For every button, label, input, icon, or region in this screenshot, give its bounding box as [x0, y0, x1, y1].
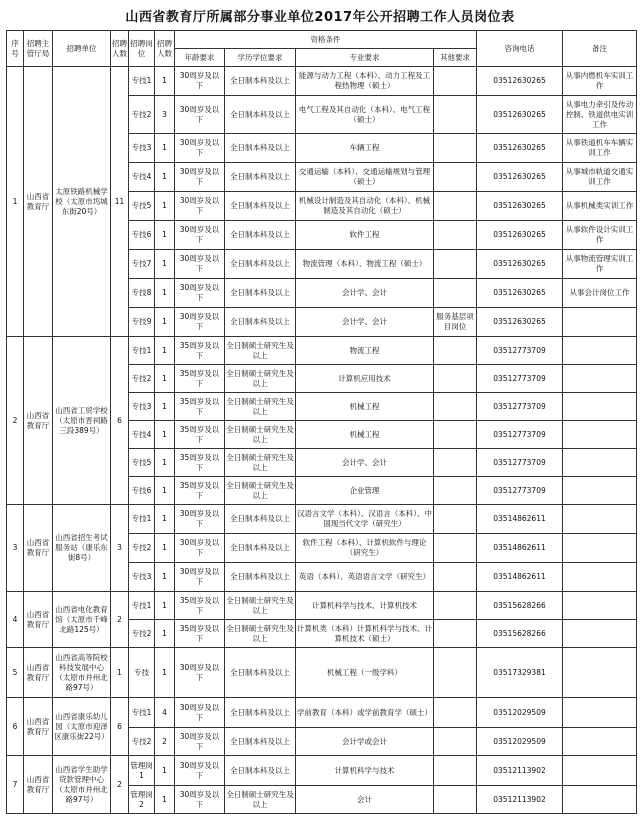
cell-phone: 03512773709 — [477, 477, 563, 505]
table-row — [7, 505, 637, 534]
cell-major: 能源与动力工程（本科）、动力工程及工程热物理（硕士） — [296, 67, 434, 96]
cell-other — [434, 337, 477, 365]
cell-phone: 03512630265 — [477, 250, 563, 279]
cell-unit: 山西省康乐幼儿园（太原市迎泽区康乐街22号） — [53, 698, 111, 756]
cell-post: 专技1 — [129, 592, 155, 620]
cell-other: 服务基层项目岗位 — [434, 308, 477, 337]
cell-edu: 全日制本科及以上 — [225, 134, 296, 163]
cell-age: 35周岁及以下 — [175, 421, 225, 449]
cell-major: 会计学、会计 — [296, 279, 434, 308]
cell-post-count: 2 — [155, 728, 175, 756]
cell-phone: 03512029509 — [477, 698, 563, 728]
cell-phone: 03514862611 — [477, 505, 563, 534]
cell-major: 会计 — [296, 786, 434, 814]
cell-remark — [563, 648, 637, 698]
cell-post-count: 1 — [155, 786, 175, 814]
cell-phone: 03512630265 — [477, 134, 563, 163]
cell-phone: 03512630265 — [477, 308, 563, 337]
cell-edu: 全日制本科及以上 — [225, 279, 296, 308]
cell-phone: 03512630265 — [477, 221, 563, 250]
cell-post: 专技2 — [129, 96, 155, 134]
cell-other — [434, 365, 477, 393]
cell-phone: 03512029509 — [477, 728, 563, 756]
cell-other — [434, 250, 477, 279]
cell-other — [434, 192, 477, 221]
cell-post-count: 1 — [155, 67, 175, 96]
cell-remark — [563, 505, 637, 534]
recruitment-table — [6, 30, 637, 814]
cell-post: 专技7 — [129, 250, 155, 279]
cell-post: 专技1 — [129, 505, 155, 534]
cell-post: 专技5 — [129, 192, 155, 221]
header-qualifications: 资格条件 — [175, 31, 477, 49]
cell-edu: 全日制硕士研究生及以上 — [225, 477, 296, 505]
cell-post-count: 1 — [155, 563, 175, 592]
cell-post: 专技3 — [129, 134, 155, 163]
cell-major: 计算机科学与技术、计算机技术 — [296, 592, 434, 620]
cell-edu: 全日制本科及以上 — [225, 648, 296, 698]
cell-age: 30周岁及以下 — [175, 250, 225, 279]
cell-other — [434, 421, 477, 449]
cell-remark: 从事会计岗位工作 — [563, 279, 637, 308]
cell-remark — [563, 728, 637, 756]
cell-major: 学前教育（本科）或学前教育学（硕士） — [296, 698, 434, 728]
cell-dept: 山西省教育厅 — [24, 67, 53, 337]
cell-major: 机械工程（一级学科） — [296, 648, 434, 698]
cell-other — [434, 221, 477, 250]
cell-post: 专技9 — [129, 308, 155, 337]
cell-unit-count: 2 — [111, 592, 129, 648]
header-unit: 招聘单位 — [53, 31, 111, 67]
cell-edu: 全日制硕士研究生及以上 — [225, 786, 296, 814]
cell-phone: 03515628266 — [477, 620, 563, 648]
cell-phone: 03512630265 — [477, 279, 563, 308]
cell-post: 专技2 — [129, 534, 155, 563]
cell-major: 机械工程 — [296, 421, 434, 449]
cell-other — [434, 393, 477, 421]
header-major: 专业要求 — [296, 49, 434, 67]
cell-dept: 山西省教育厅 — [24, 592, 53, 648]
cell-unit: 山西省高等院校科技发展中心（太原市并州北路97号） — [53, 648, 111, 698]
cell-unit-count: 11 — [111, 67, 129, 337]
cell-edu: 全日制本科及以上 — [225, 505, 296, 534]
cell-other — [434, 279, 477, 308]
cell-post: 专技5 — [129, 449, 155, 477]
cell-post-count: 1 — [155, 365, 175, 393]
cell-major: 计算机应用技术 — [296, 365, 434, 393]
cell-age: 35周岁及以下 — [175, 477, 225, 505]
cell-major: 物流管理（本科）、物流工程（硕士） — [296, 250, 434, 279]
cell-edu: 全日制本科及以上 — [225, 308, 296, 337]
cell-remark — [563, 393, 637, 421]
cell-major: 电气工程及其自动化（本科）、电气工程（硕士） — [296, 96, 434, 134]
cell-other — [434, 96, 477, 134]
cell-edu: 全日制硕士研究生及以上 — [225, 337, 296, 365]
cell-seq: 6 — [7, 698, 24, 756]
cell-post: 专技6 — [129, 477, 155, 505]
cell-edu: 全日制本科及以上 — [225, 96, 296, 134]
cell-remark — [563, 365, 637, 393]
cell-seq: 3 — [7, 505, 24, 592]
cell-post: 专技3 — [129, 393, 155, 421]
cell-other — [434, 534, 477, 563]
cell-unit-count: 3 — [111, 505, 129, 592]
cell-other — [434, 505, 477, 534]
cell-seq: 7 — [7, 756, 24, 814]
cell-post-count: 1 — [155, 337, 175, 365]
cell-post-count: 1 — [155, 592, 175, 620]
cell-post: 专技3 — [129, 563, 155, 592]
cell-age: 35周岁及以下 — [175, 337, 225, 365]
header-seq: 序号 — [7, 31, 24, 67]
cell-post-count: 1 — [155, 393, 175, 421]
cell-remark — [563, 756, 637, 786]
cell-post-count: 1 — [155, 421, 175, 449]
cell-age: 35周岁及以下 — [175, 592, 225, 620]
cell-age: 30周岁及以下 — [175, 648, 225, 698]
cell-major: 企业管理 — [296, 477, 434, 505]
cell-other — [434, 786, 477, 814]
cell-age: 30周岁及以下 — [175, 134, 225, 163]
cell-post: 管理岗2 — [129, 786, 155, 814]
cell-other — [434, 698, 477, 728]
cell-remark — [563, 620, 637, 648]
cell-post: 专技2 — [129, 365, 155, 393]
cell-phone: 03512630265 — [477, 96, 563, 134]
cell-other — [434, 163, 477, 192]
cell-age: 35周岁及以下 — [175, 365, 225, 393]
cell-post: 专技6 — [129, 221, 155, 250]
cell-edu: 全日制本科及以上 — [225, 563, 296, 592]
table-row — [7, 756, 637, 786]
cell-age: 35周岁及以下 — [175, 393, 225, 421]
cell-other — [434, 592, 477, 620]
cell-edu: 全日制硕士研究生及以上 — [225, 393, 296, 421]
cell-age: 30周岁及以下 — [175, 698, 225, 728]
cell-phone: 03512773709 — [477, 421, 563, 449]
cell-other — [434, 648, 477, 698]
cell-remark: 从事物流管理实训工作 — [563, 250, 637, 279]
cell-age: 35周岁及以下 — [175, 449, 225, 477]
cell-edu: 全日制硕士研究生及以上 — [225, 365, 296, 393]
cell-phone: 03512773709 — [477, 337, 563, 365]
cell-age: 30周岁及以下 — [175, 756, 225, 786]
cell-edu: 全日制本科及以上 — [225, 163, 296, 192]
cell-post: 专技2 — [129, 620, 155, 648]
cell-phone: 03515628266 — [477, 592, 563, 620]
cell-edu: 全日制本科及以上 — [225, 221, 296, 250]
cell-edu: 全日制本科及以上 — [225, 250, 296, 279]
cell-post: 专技1 — [129, 67, 155, 96]
cell-major: 机械设计制造及其自动化（本科）、机械制造及其自动化（硕士） — [296, 192, 434, 221]
cell-remark: 从事内燃机车实训工作 — [563, 67, 637, 96]
cell-age: 30周岁及以下 — [175, 96, 225, 134]
cell-major: 汉语言文学（本科）、汉语言（本科）、中国现当代文学（研究生） — [296, 505, 434, 534]
header-post: 招聘岗位 — [129, 31, 155, 67]
cell-age: 30周岁及以下 — [175, 192, 225, 221]
table-row — [7, 698, 637, 728]
cell-major: 会计学、会计 — [296, 449, 434, 477]
header-post-count: 招聘人数 — [155, 31, 175, 67]
cell-unit: 山西省招生考试服务站（康乐东街8号） — [53, 505, 111, 592]
cell-edu: 全日制本科及以上 — [225, 67, 296, 96]
cell-remark — [563, 534, 637, 563]
cell-post: 专技1 — [129, 337, 155, 365]
cell-unit-count: 1 — [111, 648, 129, 698]
cell-unit-count: 6 — [111, 698, 129, 756]
cell-age: 30周岁及以下 — [175, 163, 225, 192]
cell-edu: 全日制本科及以上 — [225, 192, 296, 221]
cell-age: 30周岁及以下 — [175, 67, 225, 96]
cell-dept: 山西省教育厅 — [24, 648, 53, 698]
header-phone: 咨询电话 — [477, 31, 563, 67]
cell-major: 计算机类（本科）计算机科学与技术、计算机技术（硕士） — [296, 620, 434, 648]
cell-remark: 从事电力牵引及传动控制、铁道供电实训工作 — [563, 96, 637, 134]
cell-edu: 全日制本科及以上 — [225, 728, 296, 756]
cell-remark — [563, 337, 637, 365]
table-row — [7, 67, 637, 96]
cell-major: 会计学、会计 — [296, 308, 434, 337]
table-row — [7, 648, 637, 698]
cell-seq: 5 — [7, 648, 24, 698]
cell-remark — [563, 786, 637, 814]
cell-edu: 全日制硕士研究生及以上 — [225, 449, 296, 477]
cell-post-count: 1 — [155, 192, 175, 221]
header-row-1 — [7, 31, 637, 49]
cell-major: 软件工程（本科）、计算机软件与理论（研究生） — [296, 534, 434, 563]
cell-age: 30周岁及以下 — [175, 534, 225, 563]
cell-unit: 太原铁路机械学校（太原市坞城东街20号） — [53, 67, 111, 337]
cell-phone: 03512773709 — [477, 365, 563, 393]
cell-other — [434, 477, 477, 505]
cell-remark: 从事铁道机车车辆实训工作 — [563, 134, 637, 163]
table-row — [7, 337, 637, 365]
cell-other — [434, 134, 477, 163]
cell-post-count: 1 — [155, 620, 175, 648]
cell-remark: 从事城市轨道交通实训工作 — [563, 163, 637, 192]
header-remark: 备注 — [563, 31, 637, 67]
header-edu: 学历学位要求 — [225, 49, 296, 67]
header-age: 年龄要求 — [175, 49, 225, 67]
cell-major: 物流工程 — [296, 337, 434, 365]
cell-phone: 03512773709 — [477, 393, 563, 421]
cell-major: 交通运输（本科）、交通运输规划与管理（硕士） — [296, 163, 434, 192]
cell-remark — [563, 698, 637, 728]
cell-unit-count: 6 — [111, 337, 129, 505]
cell-major: 车辆工程 — [296, 134, 434, 163]
cell-remark — [563, 563, 637, 592]
cell-phone: 03514862611 — [477, 563, 563, 592]
cell-other — [434, 563, 477, 592]
table-body — [7, 67, 637, 814]
cell-post: 专技4 — [129, 163, 155, 192]
cell-post-count: 1 — [155, 449, 175, 477]
cell-dept: 山西省教育厅 — [24, 337, 53, 505]
cell-remark: 从事机械类实训工作 — [563, 192, 637, 221]
cell-post-count: 3 — [155, 96, 175, 134]
cell-post-count: 1 — [155, 477, 175, 505]
cell-age: 30周岁及以下 — [175, 786, 225, 814]
cell-post-count: 1 — [155, 648, 175, 698]
cell-unit-count: 2 — [111, 756, 129, 814]
cell-seq: 4 — [7, 592, 24, 648]
cell-phone: 03514862611 — [477, 534, 563, 563]
cell-edu: 全日制本科及以上 — [225, 698, 296, 728]
cell-major: 计算机科学与技术 — [296, 756, 434, 786]
cell-major: 会计学或会计 — [296, 728, 434, 756]
cell-phone: 03512630265 — [477, 163, 563, 192]
cell-post: 专技1 — [129, 698, 155, 728]
cell-remark — [563, 477, 637, 505]
cell-age: 30周岁及以下 — [175, 728, 225, 756]
cell-remark — [563, 421, 637, 449]
cell-dept: 山西省教育厅 — [24, 505, 53, 592]
cell-post-count: 1 — [155, 221, 175, 250]
cell-phone: 03512630265 — [477, 192, 563, 221]
cell-unit: 山西省学生助学贷款管理中心（太原市并州北路97号） — [53, 756, 111, 814]
cell-post-count: 1 — [155, 250, 175, 279]
header-unit-count: 招聘人数 — [111, 31, 129, 67]
cell-remark — [563, 449, 637, 477]
cell-age: 30周岁及以下 — [175, 308, 225, 337]
table-row — [7, 592, 637, 620]
header-dept: 招聘主管厅局 — [24, 31, 53, 67]
cell-phone: 03512113902 — [477, 756, 563, 786]
cell-unit: 山西省电化教育馆（太原市千峰北路125号） — [53, 592, 111, 648]
cell-post-count: 1 — [155, 756, 175, 786]
cell-age: 30周岁及以下 — [175, 563, 225, 592]
cell-other — [434, 67, 477, 96]
cell-other — [434, 756, 477, 786]
cell-edu: 全日制硕士研究生及以上 — [225, 421, 296, 449]
cell-edu: 全日制硕士研究生及以上 — [225, 592, 296, 620]
cell-age: 35周岁及以下 — [175, 620, 225, 648]
cell-phone: 03512773709 — [477, 449, 563, 477]
cell-post-count: 4 — [155, 698, 175, 728]
cell-age: 30周岁及以下 — [175, 221, 225, 250]
header-other: 其他要求 — [434, 49, 477, 67]
cell-other — [434, 449, 477, 477]
cell-other — [434, 728, 477, 756]
cell-seq: 1 — [7, 67, 24, 337]
cell-major: 机械工程 — [296, 393, 434, 421]
cell-edu: 全日制本科及以上 — [225, 534, 296, 563]
page-title: 山西省教育厅所属部分事业单位2017年公开招聘工作人员岗位表 — [125, 10, 515, 25]
cell-post-count: 1 — [155, 308, 175, 337]
cell-remark: 从事软件设计实训工作 — [563, 221, 637, 250]
cell-edu: 全日制硕士研究生及以上 — [225, 620, 296, 648]
cell-remark — [563, 308, 637, 337]
cell-age: 30周岁及以下 — [175, 505, 225, 534]
cell-dept: 山西省教育厅 — [24, 698, 53, 756]
cell-post: 专技4 — [129, 421, 155, 449]
cell-post-count: 1 — [155, 134, 175, 163]
cell-major: 英语（本科）、英语语言文学（研究生） — [296, 563, 434, 592]
cell-post-count: 1 — [155, 534, 175, 563]
cell-age: 30周岁及以下 — [175, 279, 225, 308]
cell-edu: 全日制本科及以上 — [225, 756, 296, 786]
cell-post: 管理岗1 — [129, 756, 155, 786]
cell-phone: 03512630265 — [477, 67, 563, 96]
cell-major: 软件工程 — [296, 221, 434, 250]
cell-other — [434, 620, 477, 648]
cell-remark — [563, 592, 637, 620]
cell-post: 专技2 — [129, 728, 155, 756]
cell-post: 专技 — [129, 648, 155, 698]
cell-dept: 山西省教育厅 — [24, 756, 53, 814]
cell-post-count: 1 — [155, 279, 175, 308]
cell-post-count: 1 — [155, 505, 175, 534]
cell-phone: 03517329381 — [477, 648, 563, 698]
cell-phone: 03512113902 — [477, 786, 563, 814]
cell-post: 专技8 — [129, 279, 155, 308]
cell-post-count: 1 — [155, 163, 175, 192]
cell-seq: 2 — [7, 337, 24, 505]
cell-unit: 山西省工贸学校（太原市晋祠路三段389号） — [53, 337, 111, 505]
